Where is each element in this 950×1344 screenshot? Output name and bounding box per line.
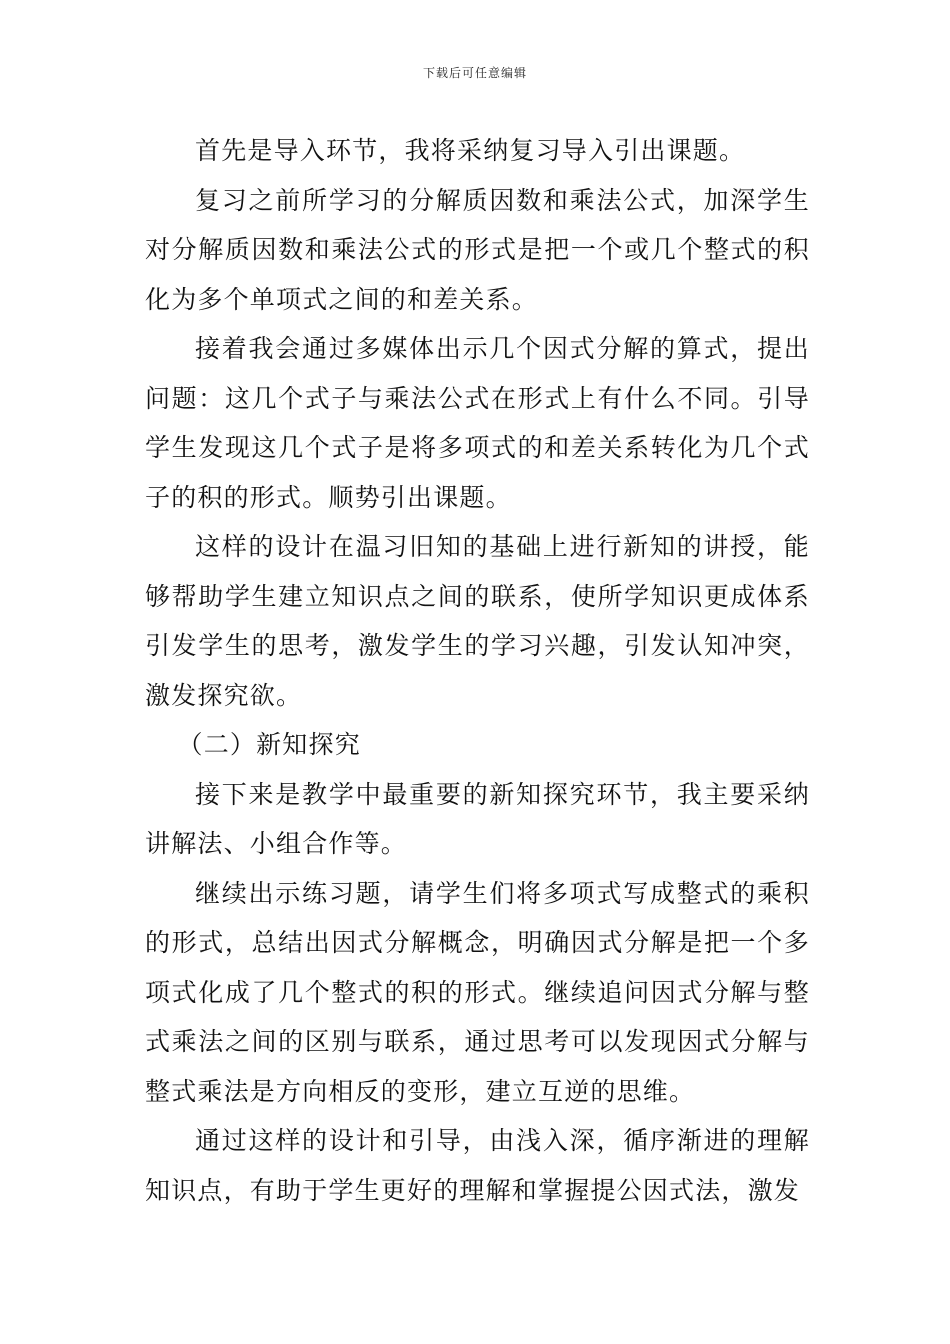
section-heading: （二）新知探究 [177,730,361,759]
paragraph: 接下来是教学中最重要的新知探究环节，我主要采纳讲解法、小组合作等。 [145,779,810,858]
page-header: 下载后可任意编辑 [422,66,527,80]
document-body [145,126,810,1215]
paragraph: 继续出示练习题，请学生们将多项式写成整式的乘积的形式，总结出因式分解概念，明确因式分解是把一个多项式化成了几个整式的积的形式。继续追问因式分解与整式乘法之间的区别与联系，通过思考可以发现因式分解与整式乘法是方向相反的变形，建立互逆的思维。 [145,878,810,1106]
paragraph: 通过这样的设计和引导，由浅入深，循序渐进的理解知识点，有助于学生更好的理解和掌握提公因式法，激发 [145,1126,810,1205]
paragraph: 这样的设计在温习旧知的基础上进行新知的讲授，能够帮助学生建立知识点之间的联系，使所学知识更成体系引发学生的思考，激发学生的学习兴趣，引发认知冲突，激发探究欲。 [145,532,810,710]
paragraph: 接着我会通过多媒体出示几个因式分解的算式，提出问题：这几个式子与乘法公式在形式上有什么不同。引导学生发现这几个式子是将多项式的和差关系转化为几个式子的积的形式。顺势引出课题。 [145,334,810,512]
paragraph: 复习之前所学习的分解质因数和乘法公式，加深学生对分解质因数和乘法公式的形式是把一个或几个整式的积化为多个单项式之间的和差关系。 [145,185,810,314]
paragraph: 首先是导入环节，我将采纳复习导入引出课题。 [195,136,746,165]
